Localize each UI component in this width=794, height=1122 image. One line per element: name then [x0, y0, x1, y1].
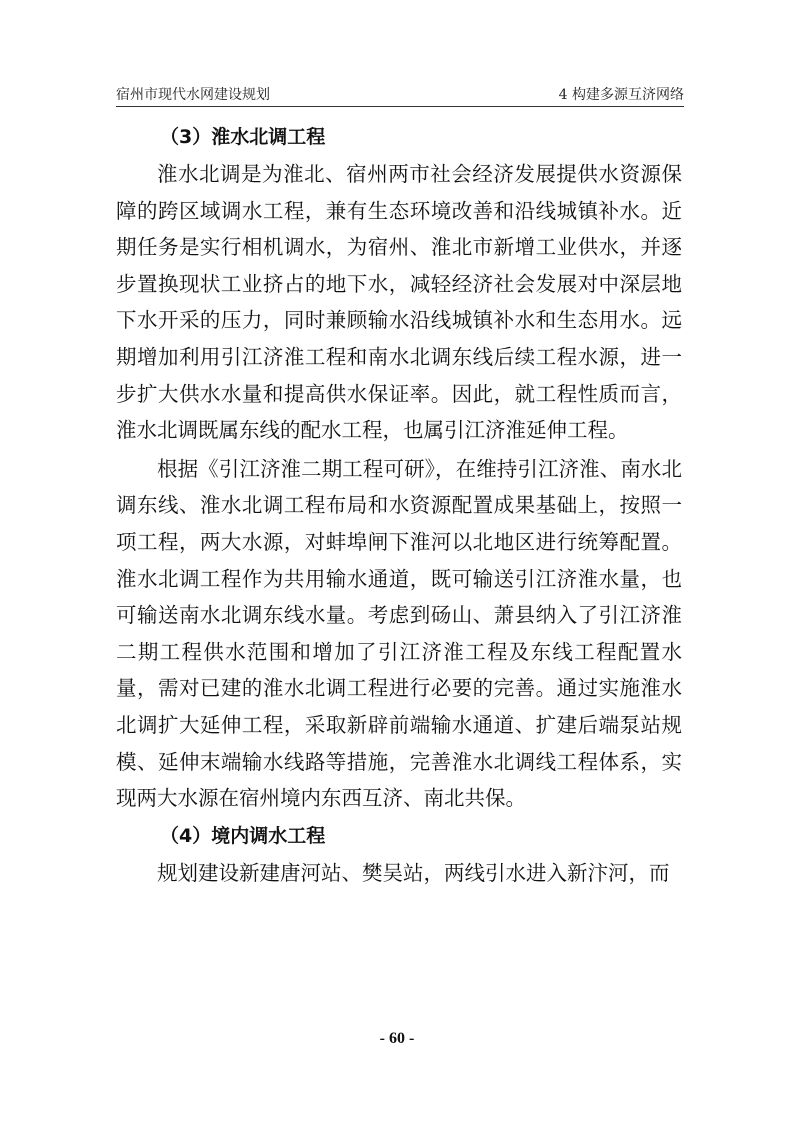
section-3-title: （3）淮水北调工程 [160, 126, 326, 148]
page-header [116, 84, 684, 107]
page-content [116, 118, 682, 893]
section-4-paragraph-1: 规划建设新建唐河站、樊吴站，两线引水进入新汴河，而 [157, 860, 670, 885]
section-4-title: （4）境内调水工程 [160, 824, 326, 847]
section-3-paragraph-1: 淮水北调是为淮北、宿州两市社会经济发展提供水资源保障的跨区域调水工程，兼有生态环境改善和沿线城镇补水。近期任务是实行相机调水，为宿州、淮北市新增工业供水，并逐步置换现状工业挤占的地下水，减轻经济社会发展对中深层地下水开采的压力，同时兼顾输水沿线城镇补水和生态用水。远期增加利用引江济淮工程和南水北调东线后续工程水源，进一步扩大供水水量和提高供水保证率。因此，就工程性质而言，淮水北调既属东线的配水工程，也属引江济淮延伸工程。 [116, 162, 682, 443]
header-chapter-title: 4 构建多源互济网络 [558, 87, 684, 103]
header-document-title: 宿州市现代水网建设规划 [116, 87, 270, 103]
section-3-paragraph-2: 根据《引江济淮二期工程可研》，在维持引江济淮、南水北调东线、淮水北调工程布局和水资源配置成果基础上，按照一项工程，两大水源，对蚌埠闸下淮河以北地区进行统筹配置。淮水北调工程作为共用输水通道，既可输送引江济淮水量，也可输送南水北调东线水量。考虑到砀山、萧县纳入了引江济淮二期工程供水范围和增加了引江济淮工程及东线工程配置水量，需对已建的淮水北调工程进行必要的完善。通过实施淮水北调扩大延伸工程，采取新辟前端输水通道、扩建后端泵站规模、延伸末端输水线路等措施，完善淮水北调线工程体系，实现两大水源在宿州境内东西互济、南北共保。 [116, 456, 682, 811]
page-number: - 60 - [379, 1030, 415, 1047]
